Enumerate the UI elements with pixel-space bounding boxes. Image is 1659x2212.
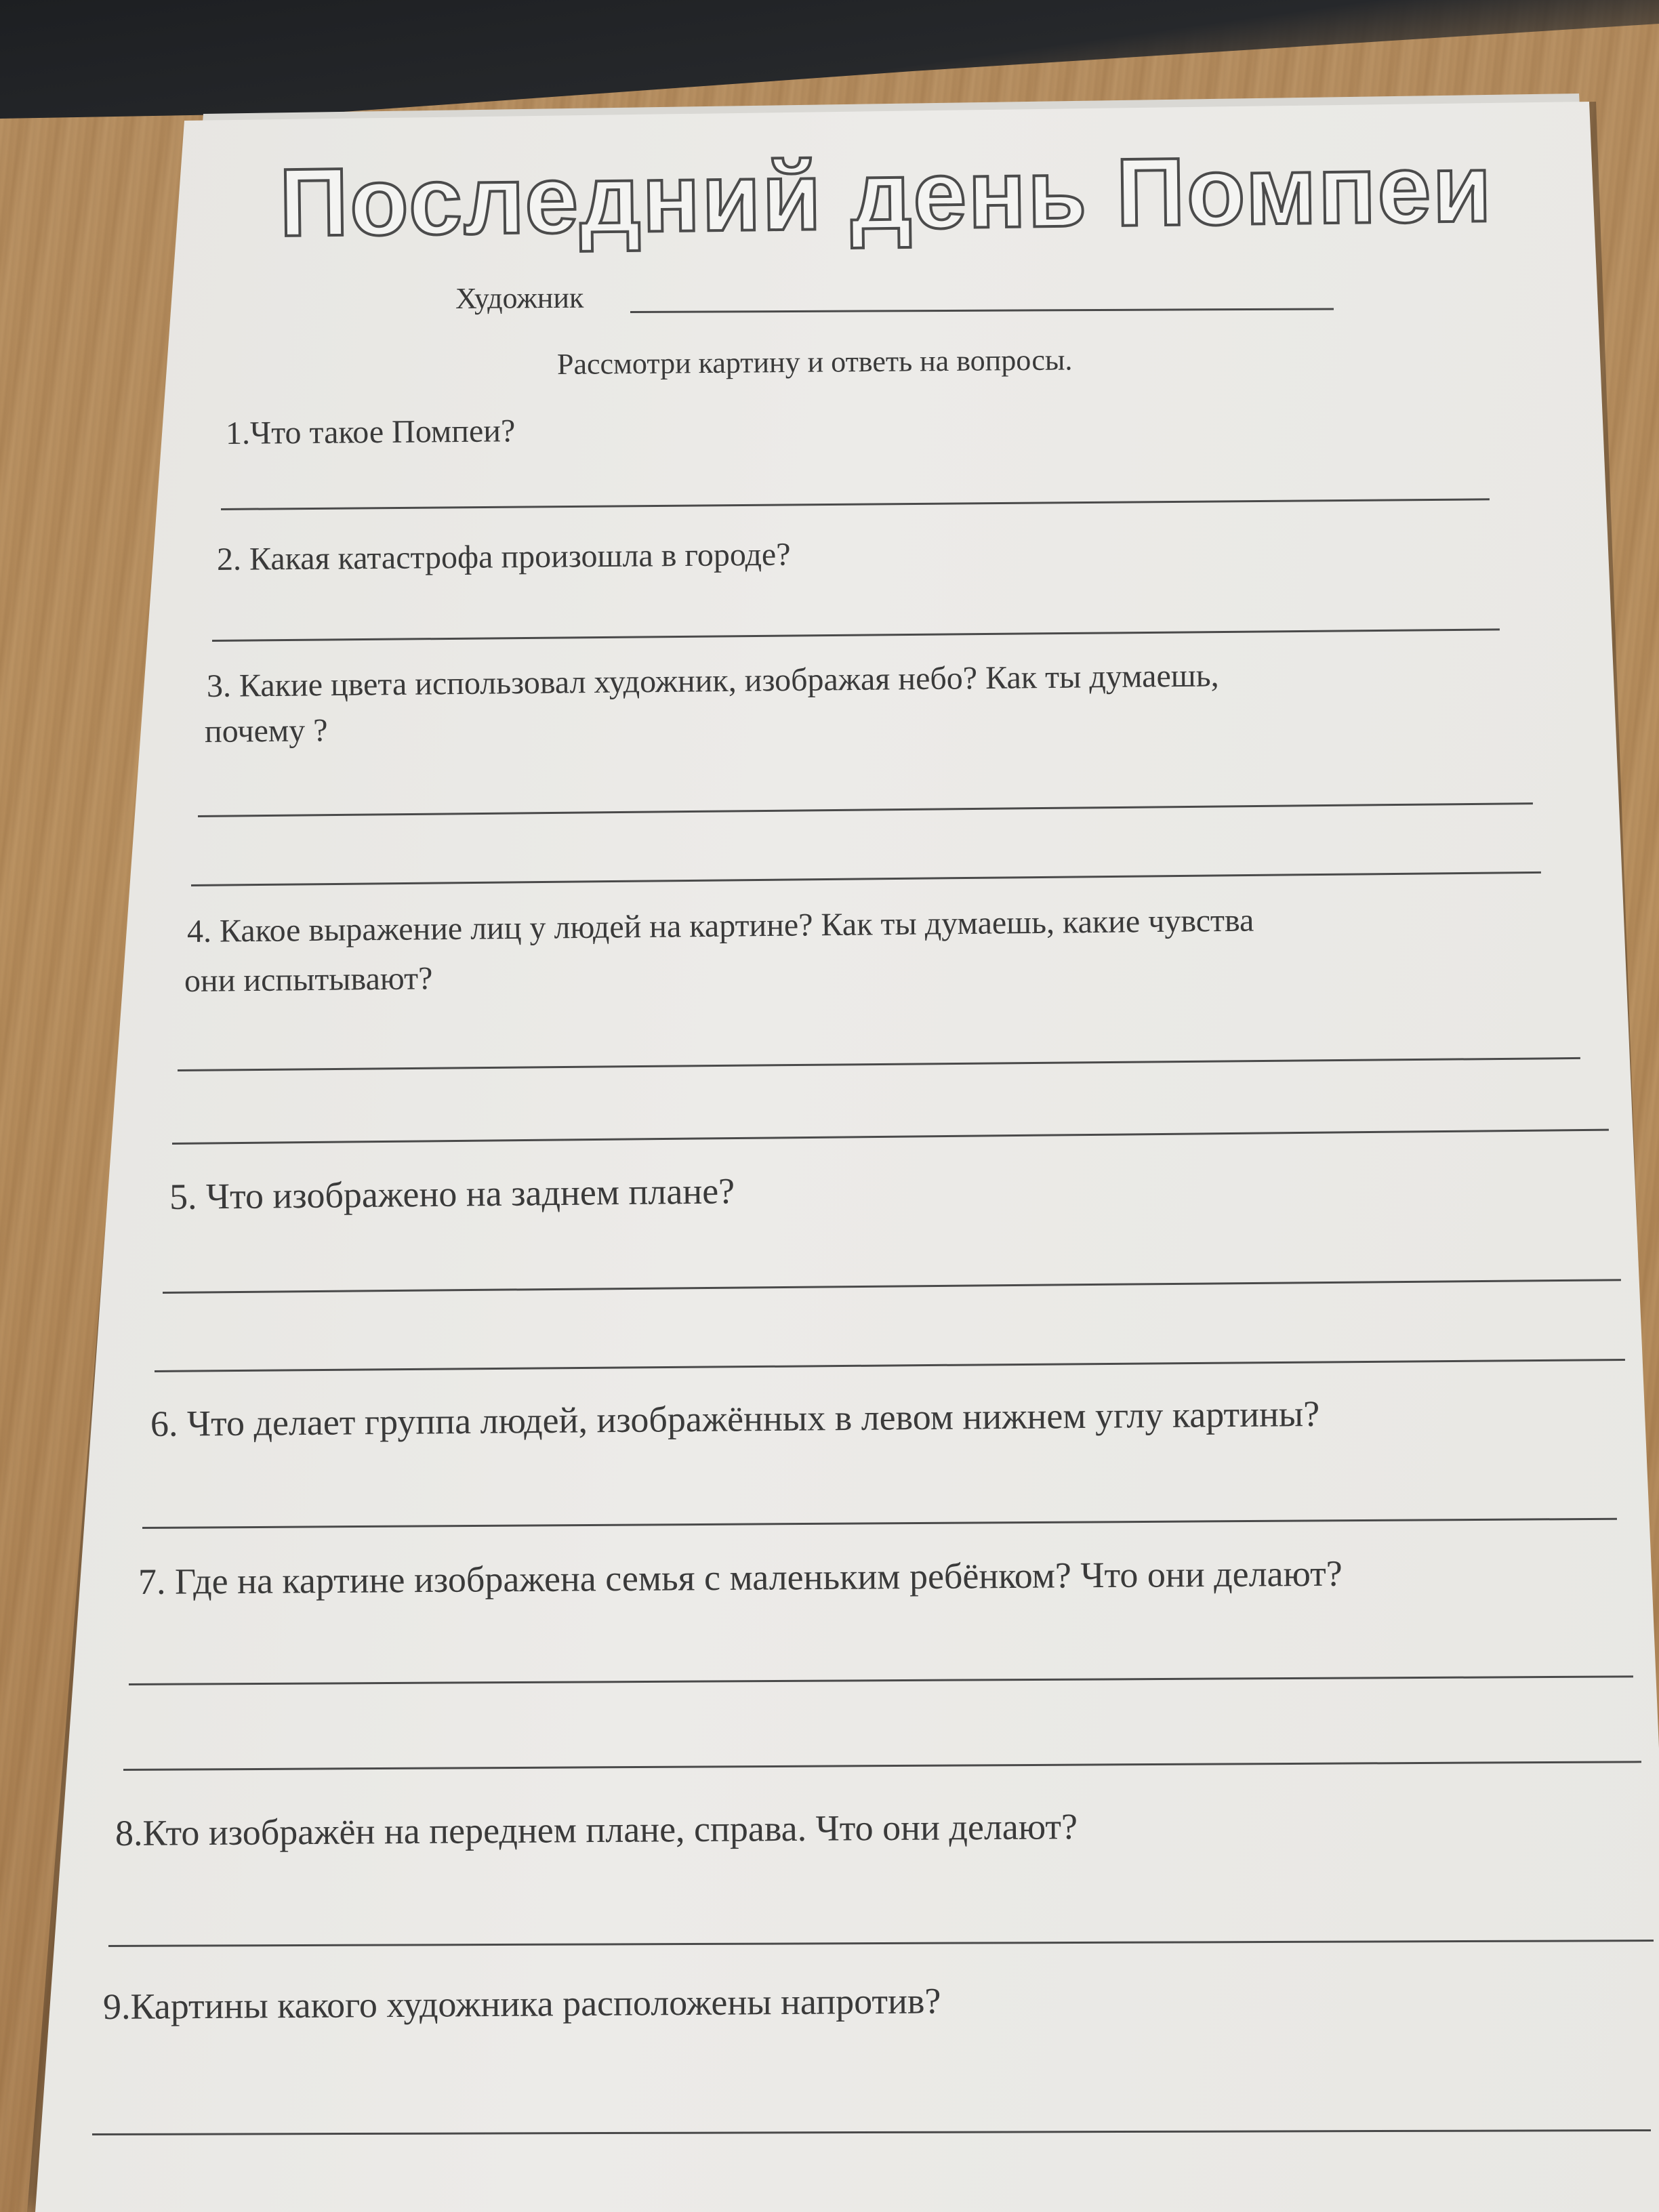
artist-label: Художник [455,281,584,315]
instruction-text: Рассмотри картину и ответь на вопросы. [556,343,1073,381]
question-3-line-1: 3. Какие цвета использовал художник, изображая небо? Как ты думаешь, [206,657,1219,704]
question-2: 2. Какая катастрофа произошла в городе? [216,536,791,577]
worksheet-title: Последний день Помпеи [279,134,1494,257]
question-8: 8.Кто изображён на переднем плане, справа. Что они делают? [115,1806,1078,1853]
question-7: 7. Где на картине изображена семья с маленьким ребёнком? Что они делают? [138,1553,1343,1602]
question-4-line-2: они испытывают? [184,960,433,999]
question-6: 6. Что делает группа людей, изображённых в левом нижнем углу картины? [150,1393,1320,1444]
question-5: 5. Что изображено на заднем плане? [169,1170,735,1217]
question-1: 1.Что такое Помпеи? [225,413,516,451]
question-9: 9.Картины какого художника расположены напротив? [102,1980,941,2027]
question-4-line-1: 4. Какое выражение лиц у людей на картине? Как ты думаешь, какие чувства [186,902,1254,949]
question-3-line-2: почему ? [204,712,328,750]
